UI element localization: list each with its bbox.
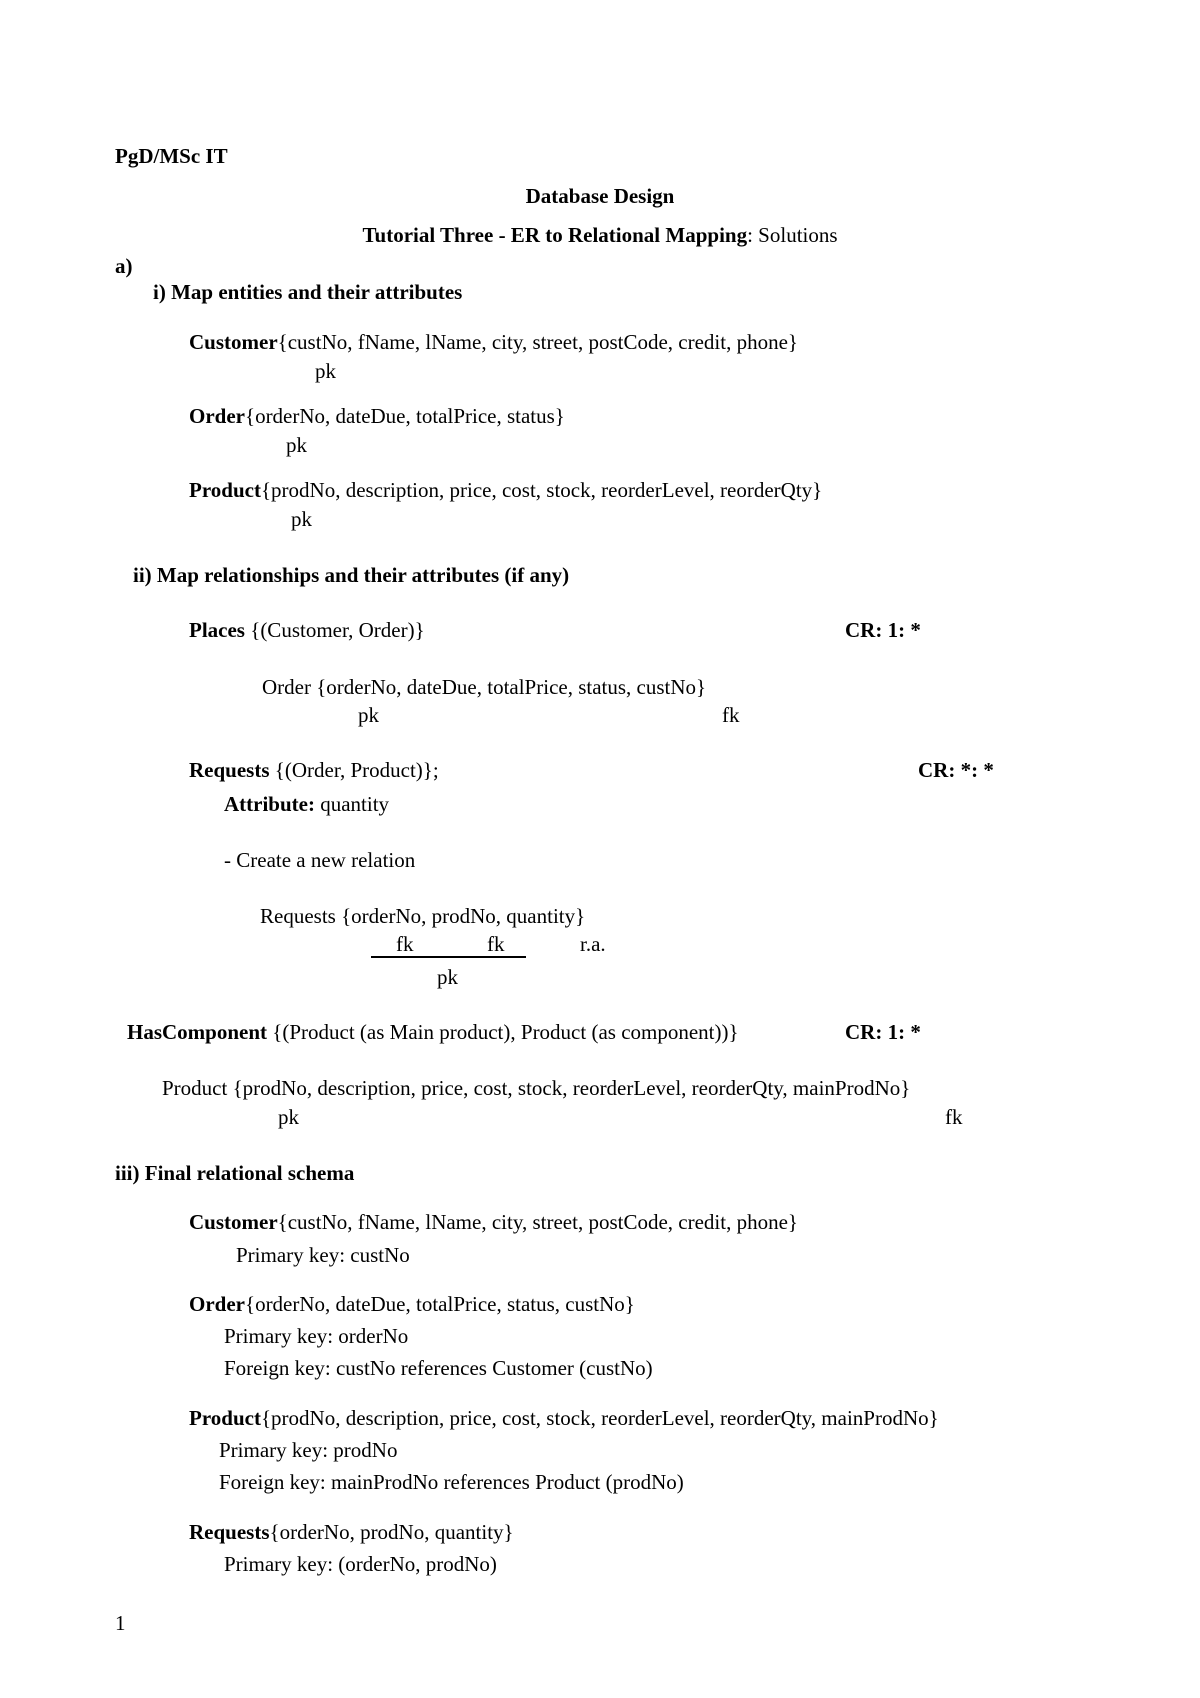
- mapping-note: - Create a new relation: [224, 848, 416, 872]
- fk-marker: fk: [487, 932, 505, 956]
- pk-marker: pk: [437, 965, 458, 989]
- mapped-relation: Order {orderNo, dateDue, totalPrice, status, custNo}: [262, 675, 707, 699]
- foreign-key-line: Foreign key: mainProdNo references Product (prodNo): [219, 1470, 684, 1494]
- entity-name: Customer: [189, 330, 278, 354]
- relationship-definition: {(Product (as Main product), Product (as component))}: [267, 1020, 739, 1044]
- section-ii-heading: ii) Map relationships and their attributes (if any): [133, 563, 570, 587]
- relation-attributes: {orderNo, dateDue, totalPrice, status, custNo}: [244, 1292, 635, 1316]
- relationship-name: HasComponent: [127, 1020, 268, 1044]
- entity-product: [189, 480, 822, 501]
- fk-marker: fk: [396, 932, 414, 956]
- cardinality-ratio: CR: *: *: [918, 758, 994, 782]
- relationship-hascomponent: [127, 1022, 739, 1043]
- relationship-name: Places: [189, 618, 245, 642]
- section-i-heading: i) Map entities and their attributes: [153, 280, 463, 304]
- entity-customer: [189, 332, 798, 353]
- document-title: Database Design: [525, 184, 675, 208]
- fk-marker: fk: [722, 703, 740, 727]
- course-label: PgD/MSc IT: [115, 144, 228, 168]
- pk-marker: pk: [291, 507, 312, 531]
- schema-product: [189, 1408, 939, 1429]
- page-number: 1: [115, 1611, 126, 1635]
- relationship-definition: {(Customer, Order)}: [244, 618, 425, 642]
- composite-key-underline: [371, 956, 526, 958]
- primary-key-line: Primary key: (orderNo, prodNo): [224, 1552, 497, 1576]
- relation-name: Product: [189, 1406, 261, 1430]
- subtitle-suffix: : Solutions: [747, 223, 838, 247]
- document-subtitle: [0, 225, 1200, 246]
- schema-customer: [189, 1212, 798, 1233]
- entity-attributes: {prodNo, description, price, cost, stock, reorderLevel, reorderQty}: [260, 478, 823, 502]
- relation-attributes: {prodNo, description, price, cost, stock, reorderLevel, reorderQty, mainProdNo}: [260, 1406, 939, 1430]
- mapped-relation: Requests {orderNo, prodNo, quantity}: [260, 904, 586, 928]
- pk-marker: pk: [286, 433, 307, 457]
- pk-marker: pk: [358, 703, 379, 727]
- foreign-key-line: Foreign key: custNo references Customer (custNo): [224, 1356, 653, 1380]
- part-a-label: a): [115, 254, 133, 278]
- primary-key-line: Primary key: custNo: [236, 1243, 410, 1267]
- mapped-relation: Product {prodNo, description, price, cost, stock, reorderLevel, reorderQty, mainProdNo}: [162, 1076, 911, 1100]
- subtitle-main: Tutorial Three - ER to Relational Mapping: [362, 223, 748, 247]
- pk-marker: pk: [278, 1105, 299, 1129]
- fk-marker: fk: [945, 1105, 963, 1129]
- entity-name: Product: [189, 478, 261, 502]
- relation-attributes: {custNo, fName, lName, city, street, postCode, credit, phone}: [277, 1210, 798, 1234]
- relationship-name: Requests: [189, 758, 270, 782]
- schema-requests: [189, 1522, 514, 1543]
- relationship-requests: [189, 760, 439, 781]
- cardinality-ratio: CR: 1: *: [845, 1020, 921, 1044]
- relation-name: Customer: [189, 1210, 278, 1234]
- relation-name: Requests: [189, 1520, 270, 1544]
- section-iii-heading: iii) Final relational schema: [115, 1161, 355, 1185]
- relationship-places: [189, 620, 425, 641]
- relationship-attribute-marker: r.a.: [580, 932, 606, 956]
- relation-attributes: {orderNo, prodNo, quantity}: [269, 1520, 514, 1544]
- entity-attributes: {custNo, fName, lName, city, street, postCode, credit, phone}: [277, 330, 798, 354]
- primary-key-line: Primary key: prodNo: [219, 1438, 398, 1462]
- relation-name: Order: [189, 1292, 245, 1316]
- cardinality-ratio: CR: 1: *: [845, 618, 921, 642]
- primary-key-line: Primary key: orderNo: [224, 1324, 409, 1348]
- schema-order: [189, 1294, 635, 1315]
- attribute-label: Attribute:: [224, 792, 315, 816]
- relationship-attribute: [224, 794, 389, 815]
- entity-name: Order: [189, 404, 245, 428]
- entity-attributes: {orderNo, dateDue, totalPrice, status}: [244, 404, 565, 428]
- pk-marker: pk: [315, 359, 336, 383]
- attribute-value: quantity: [314, 792, 390, 816]
- relationship-definition: {(Order, Product)};: [269, 758, 439, 782]
- entity-order: [189, 406, 565, 427]
